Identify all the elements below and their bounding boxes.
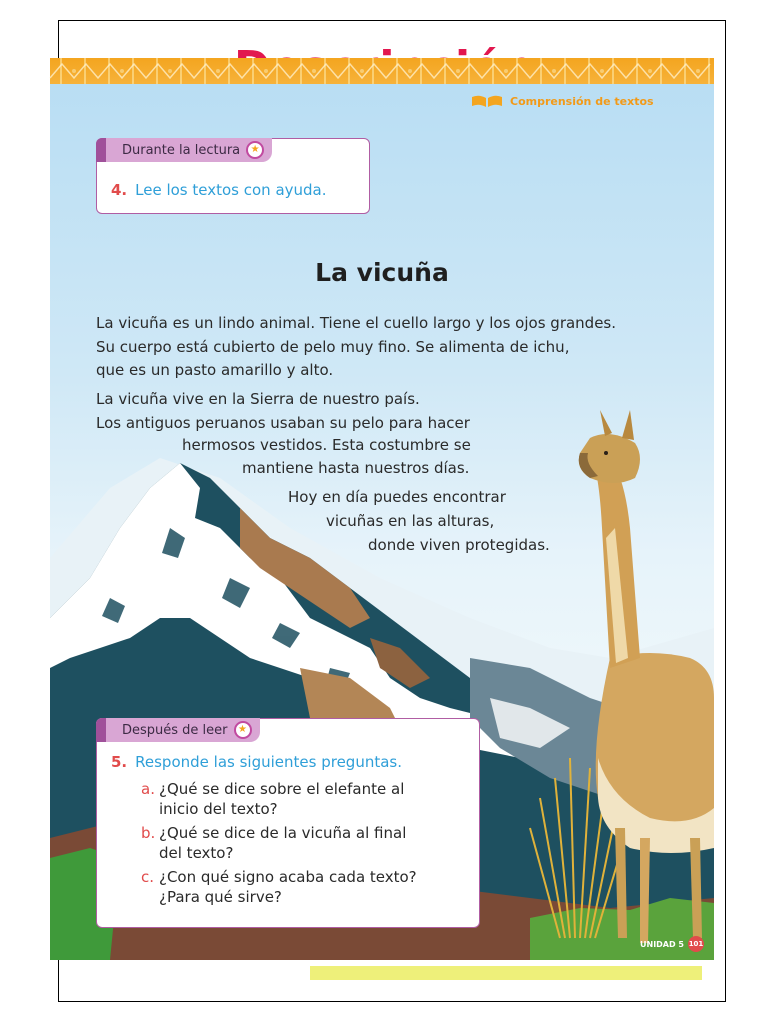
sub-question-line: ¿Con qué signo acaba cada texto? — [159, 868, 417, 886]
paragraph-line-10: donde viven protegidas. — [368, 536, 550, 554]
question-4-text: Lee los textos con ayuda. — [135, 181, 327, 199]
paragraph-line-6: hermosos vestidos. Esta costumbre se — [182, 436, 471, 454]
during-reading-box — [96, 138, 370, 214]
page-number: 101 — [688, 936, 704, 952]
highlight-bar — [310, 966, 702, 980]
sub-question-c — [141, 867, 417, 907]
after-reading-box — [96, 718, 480, 928]
sub-question-line: ¿Qué se dice sobre el elefante al — [159, 780, 405, 798]
sub-question-line: inicio del texto? — [159, 800, 278, 818]
sub-question-letter: b. — [141, 824, 156, 842]
header-accent-bar — [96, 718, 106, 742]
sub-question-line: ¿Para qué sirve? — [159, 888, 282, 906]
during-reading-label: Durante la lectura — [122, 142, 241, 158]
section-tag-label: Comprensión de textos — [510, 94, 654, 108]
question-5-number: 5. — [111, 753, 128, 771]
question-5 — [111, 753, 402, 771]
sub-question-a — [141, 779, 417, 819]
sub-question-letter: c. — [141, 868, 155, 886]
question-5-text: Responde las siguientes preguntas. — [135, 753, 402, 771]
sub-question-line: ¿Qué se dice de la vicuña al final — [159, 824, 407, 842]
unit-label: UNIDAD 5 — [640, 939, 684, 949]
page-title: La vicuña — [315, 258, 449, 287]
paragraph-line-2: Su cuerpo está cubierto de pelo muy fino. Se alimenta de ichu, — [96, 338, 570, 356]
paragraph-line-8: Hoy en día puedes encontrar — [288, 488, 506, 506]
star-badge-icon: ★ — [246, 141, 264, 159]
question-4-number: 4. — [111, 181, 128, 199]
sub-question-list — [141, 779, 417, 911]
paragraph-line-9: vicuñas en las alturas, — [326, 512, 495, 530]
paragraph-line-4: La vicuña vive en la Sierra de nuestro país. — [96, 390, 420, 408]
question-4 — [111, 181, 327, 199]
after-reading-header — [96, 718, 260, 742]
textbook-page — [50, 58, 714, 960]
sub-question-letter: a. — [141, 780, 155, 798]
during-reading-header — [96, 138, 272, 162]
sub-question-b — [141, 823, 417, 863]
paragraph-line-3: que es un pasto amarillo y alto. — [96, 361, 334, 379]
paragraph-line-1: La vicuña es un lindo animal. Tiene el cuello largo y los ojos grandes. — [96, 314, 617, 332]
after-reading-label: Después de leer — [122, 722, 228, 738]
paragraph-line-5: Los antiguos peruanos usaban su pelo para hacer — [96, 414, 470, 432]
paragraph-line-7: mantiene hasta nuestros días. — [242, 459, 470, 477]
header-accent-bar — [96, 138, 106, 162]
sub-question-line: del texto? — [159, 844, 234, 862]
page-footer — [640, 936, 704, 952]
star-badge-icon: ★ — [234, 721, 252, 739]
